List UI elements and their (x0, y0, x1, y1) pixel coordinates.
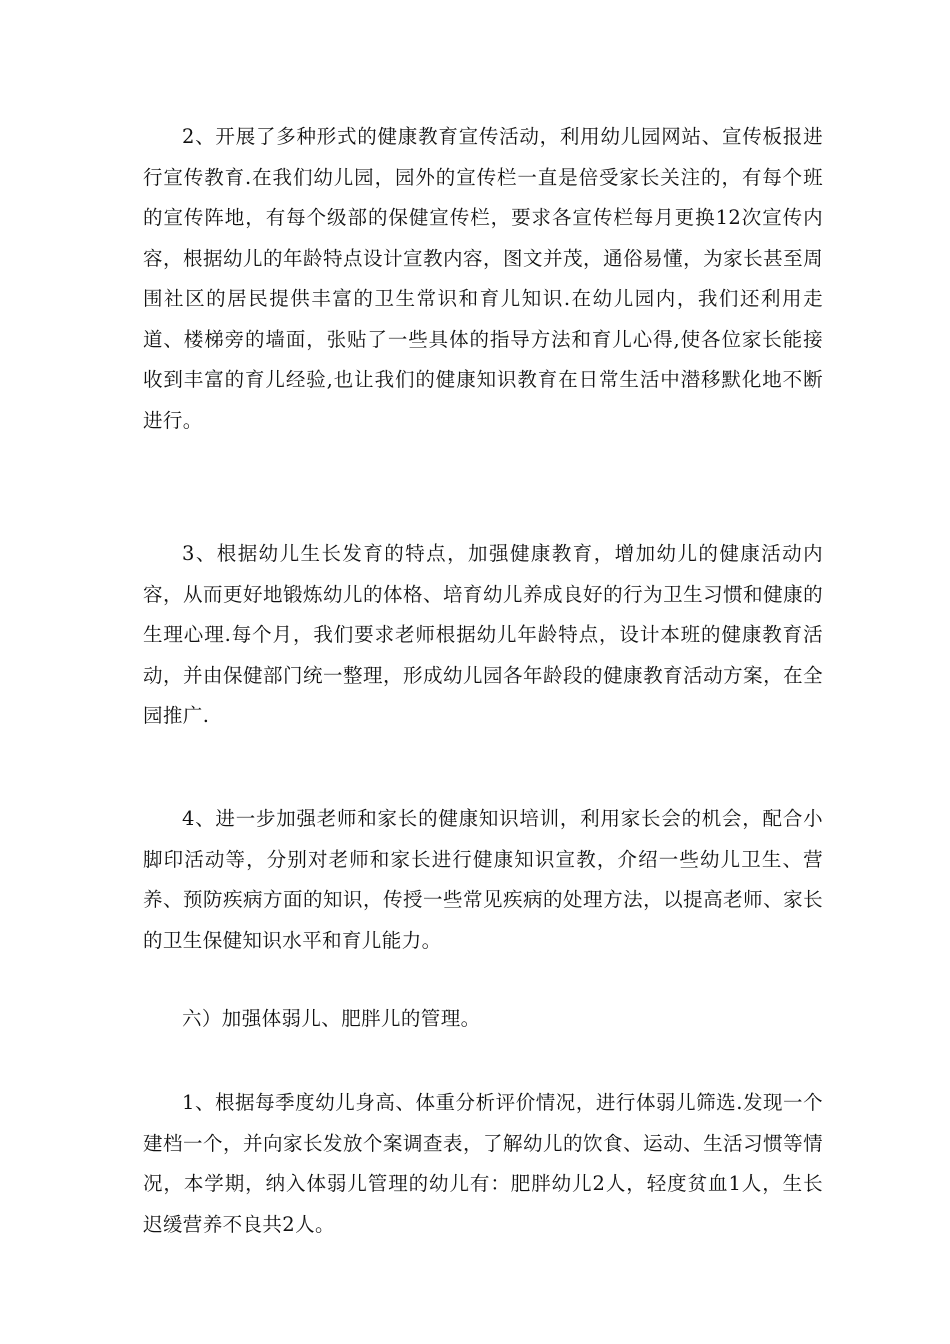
section-heading-weak-obese-management: 六）加强体弱儿、肥胖儿的管理。 (182, 1007, 481, 1030)
paragraph-screening: 1、根据每季度幼儿身高、体重分析评价情况，进行体弱儿筛选.发现一个建档一个，并向家长发放个案调查表，了解幼儿的饮食、运动、生活习惯等情况，本学期，纳入体弱儿管理的幼儿有：肥胖幼儿2人，轻度贫血1人，生长迟缓营养不良共2人。 (143, 1091, 823, 1236)
paragraph-health-education: 3、根据幼儿生长发育的特点，加强健康教育，增加幼儿的健康活动内容，从而更好地锻炼幼儿的体格、培育幼儿养成良好的行为卫生习惯和健康的生理心理.每个月，我们要求老师根据幼儿年龄特点，设计本班的健康教育活动，并由保健部门统一整理，形成幼儿园各年龄段的健康教育活动方案，在全园推广. (143, 542, 823, 727)
paragraph-publicity-activities: 2、开展了多种形式的健康教育宣传活动，利用幼儿园网站、宣传板报进行宣传教育.在我们幼儿园，园外的宣传栏一直是倍受家长关注的，有每个班的宣传阵地，有每个级部的保健宣传栏，要求各宣传栏每月更换12次宣传内容，根据幼儿的年龄特点设计宣教内容，图文并茂，通俗易懂，为家长甚至周围社区的居民提供丰富的卫生常识和育儿知识.在幼儿园内，我们还利用走道、楼梯旁的墙面，张贴了一些具体的指导方法和育儿心得,使各位家长能接收到丰富的育儿经验,也让我们的健康知识教育在日常生活中潜移默化地不断进行。 (143, 125, 823, 432)
paragraph-training: 4、进一步加强老师和家长的健康知识培训，利用家长会的机会，配合小脚印活动等，分别对老师和家长进行健康知识宣教，介绍一些幼儿卫生、营养、预防疾病方面的知识，传授一些常见疾病的处理方法，以提高老师、家长的卫生保健知识水平和育儿能力。 (143, 807, 823, 952)
